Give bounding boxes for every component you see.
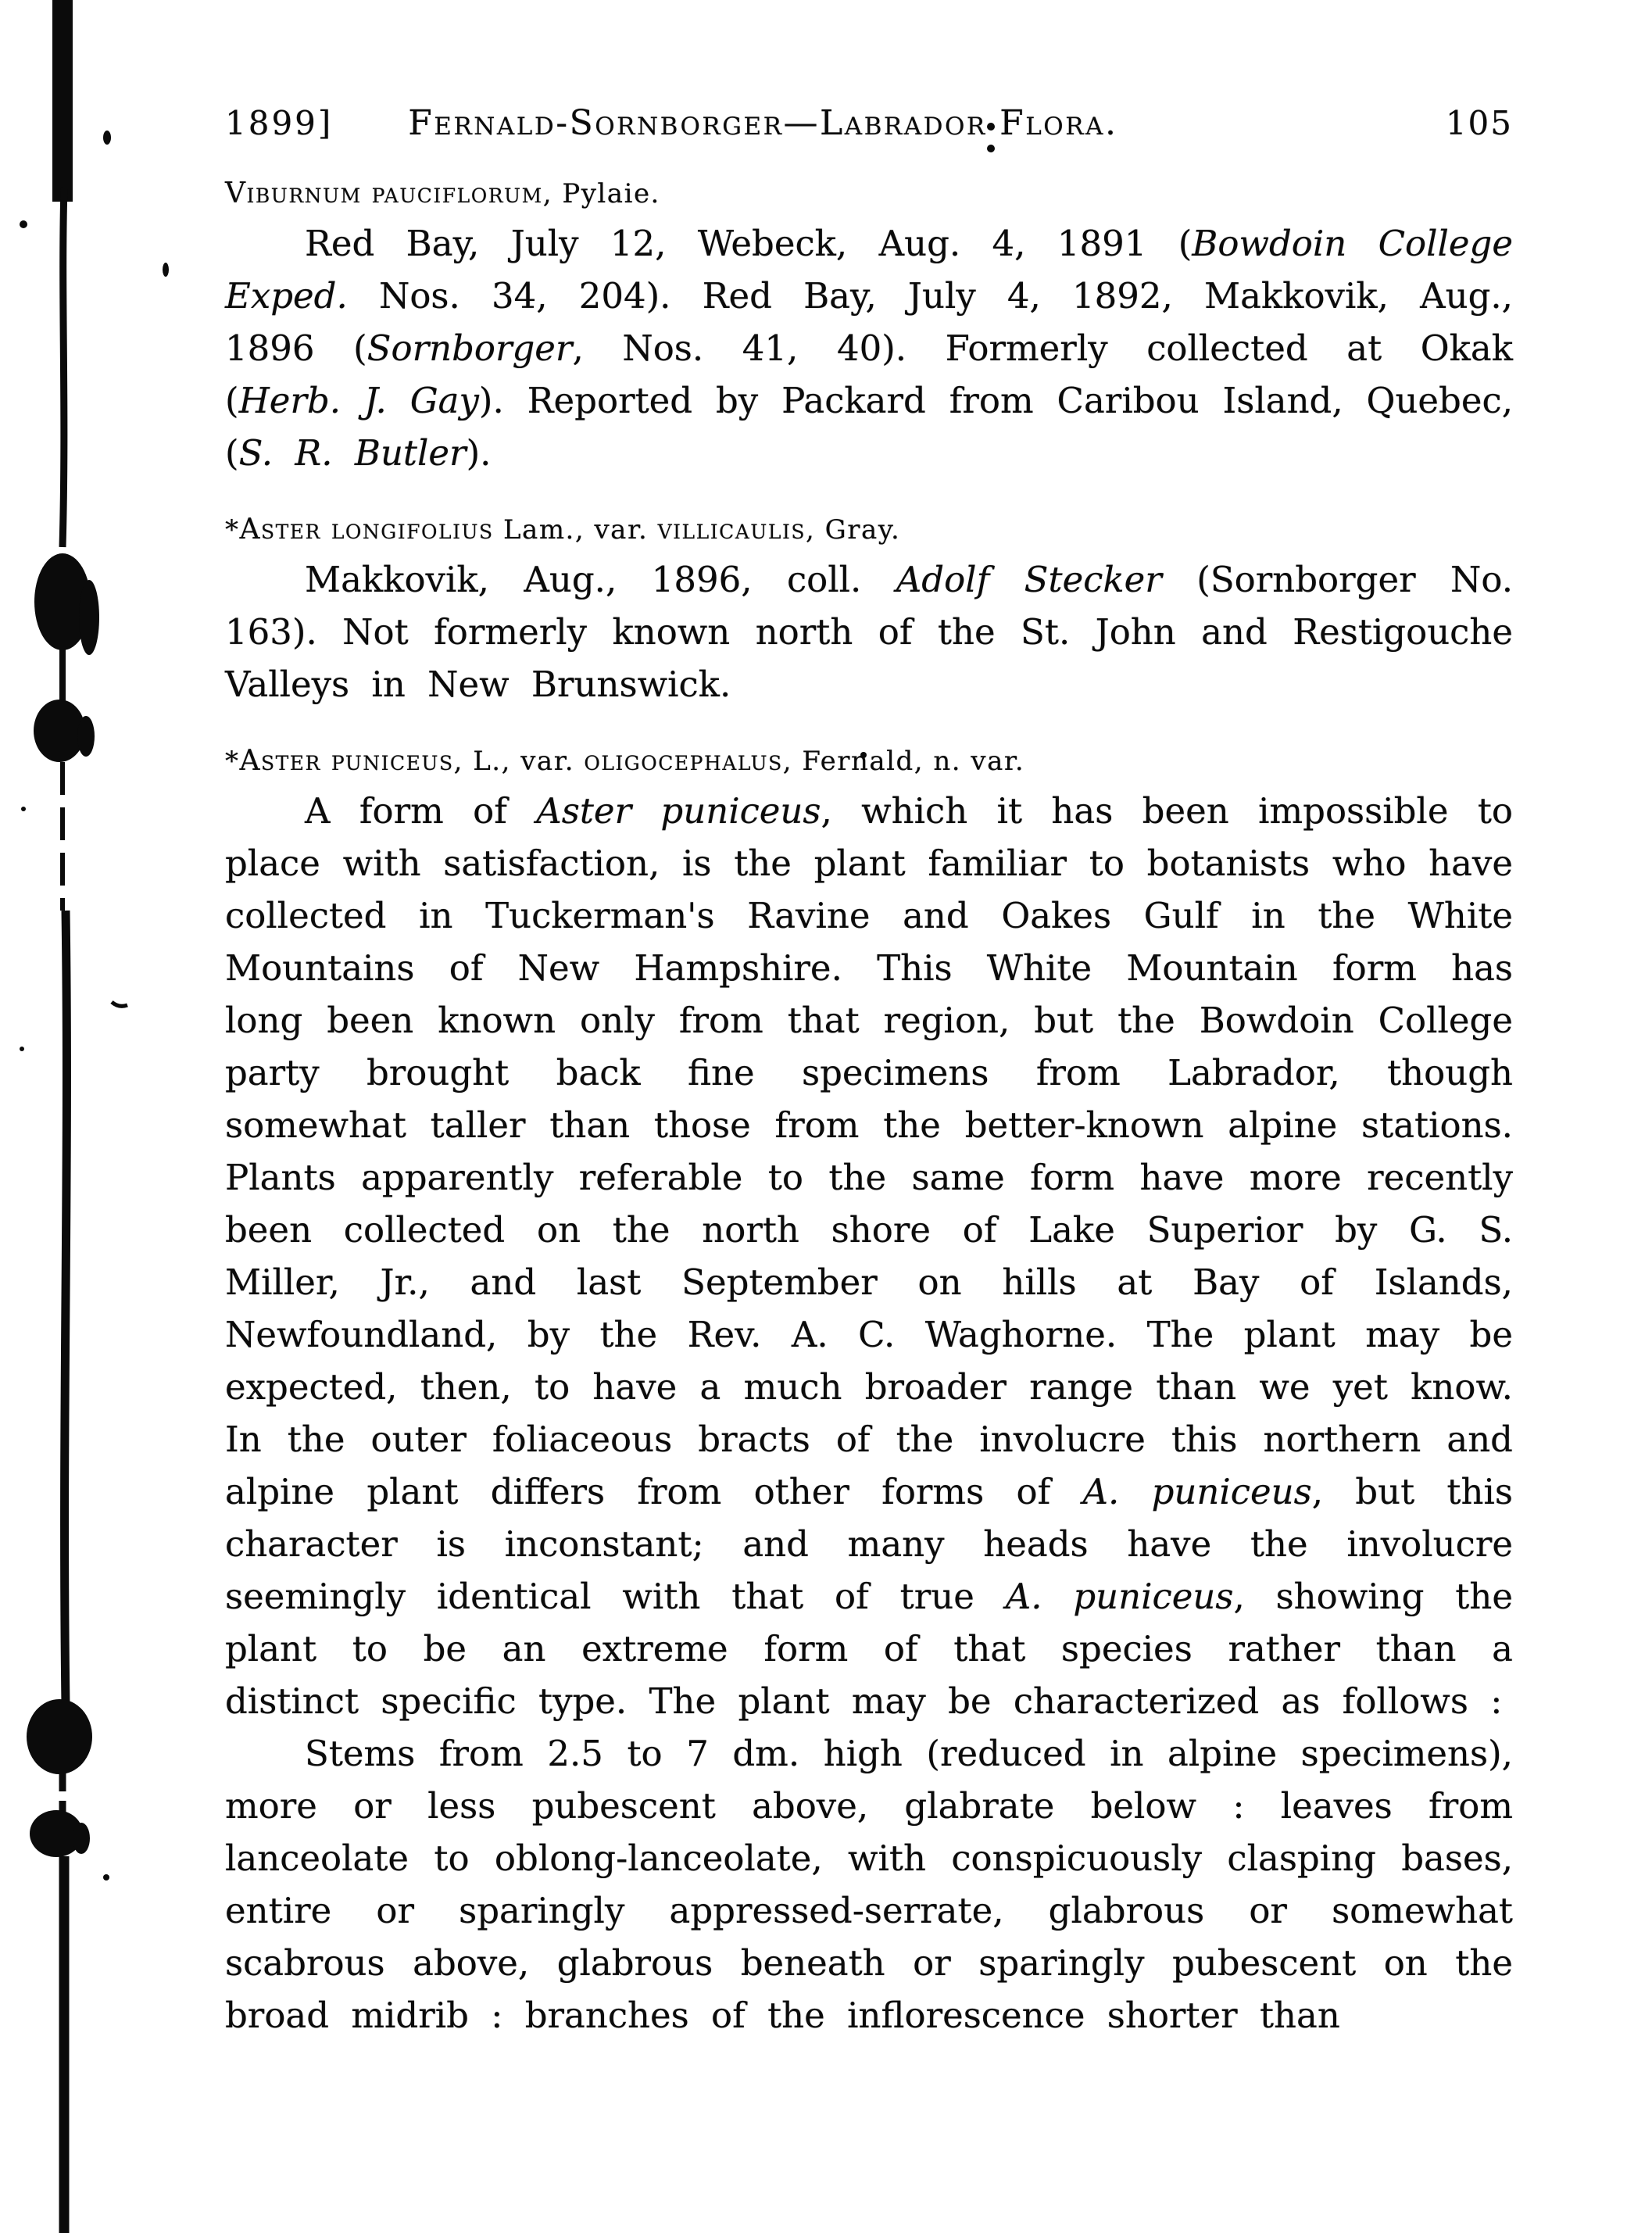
text-run: , Gray. [805, 514, 901, 546]
text-run: ). Reported by Packard from Caribou Island, Quebec, ( [225, 380, 1514, 474]
paragraph [225, 553, 1513, 710]
italic-citation: Sornborger [367, 327, 573, 369]
text-run: , but this character is inconstant; and many heads have the involucre seemingly identical with that of true [225, 1471, 1513, 1617]
page-title: Fernald-Sornborger—Labrador Flora. [408, 103, 1118, 143]
text-run: ). [466, 432, 492, 474]
text-run: , Pylaie. [542, 178, 660, 209]
text-run: , showing the plant to be an extreme form of that species rather than a distinct specific type. The plant may be characterized as follows : [225, 1576, 1513, 1722]
species-heading [225, 745, 1513, 777]
header-page-number: 105 [1445, 104, 1513, 142]
entries [225, 177, 1513, 2042]
italic-citation: S. R. Butler [238, 432, 467, 474]
text-run: (Sornborger No. 163). Not formerly known north of the St. John and Restigouche Valleys in New Brunswick. [225, 559, 1514, 705]
text-run: A form of [305, 790, 537, 832]
italic-citation: A. puniceus [1082, 1471, 1312, 1512]
paragraph [225, 217, 1513, 479]
text-run: Stems from 2.5 to 7 dm. high (reduced in alpine specimens), more or less pubescent above, glabrate below : leaves from lanceolate to oblong-lanceolate, with conspicuously clasping bases, entire or sparingly appressed-serrate, glabrous or somewhat scabrous above, glabrous beneath or sparingly pubescent on the broad midrib : branches of the inflorescence shorter than [225, 1733, 1513, 2036]
species-name: villicaulis [657, 514, 806, 546]
text-run: , Fernald, n. var. [782, 746, 1025, 777]
text-run: , Nos. 41, 40). Formerly collected at Okak ( [225, 327, 1513, 421]
text-run: Red Bay, July 12, Webeck, Aug. 4, 1891 ( [305, 223, 1193, 264]
italic-citation: Aster puniceus [536, 790, 821, 832]
text-run: * [225, 514, 240, 546]
text-run: , L., var. [453, 746, 585, 777]
species-heading [225, 177, 1513, 209]
text-run: * [225, 746, 240, 777]
italic-citation: A. puniceus [1005, 1576, 1234, 1617]
text-run: Makkovik, Aug., 1896, coll. [305, 559, 896, 600]
binding-strip-artifact [27, 0, 99, 2233]
italic-citation: Herb. J. Gay [238, 380, 479, 421]
italic-citation: Bowdoin College Exped. [225, 223, 1513, 317]
page-header [225, 103, 1513, 143]
text-run: Lam., var. [493, 514, 658, 546]
scanned-page [225, 0, 1513, 2042]
text-run: , which it has been impossible to place with satisfaction, is the plant familiar to botanists who have collected in Tuckerman's Ravine and Oakes Gulf in the White Mountains of New Hampshire. This White Mountain form has long been known only from that region, but the Bowdoin College party brought back fine specimens from Labrador, though somewhat taller than those from the better-known alpine stations. Plants apparently referable to the same form have more recently been collected on the north shore of Lake Superior by G. S. Miller, Jr., and last September on hills at Bay of Islands, Newfoundland, by the Rev. A. C. Waghorne. The plant may be expected, then, to have a much broader range than we yet know. In the outer foliaceous bracts of the involucre this northern and alpine plant differs from other forms of [225, 790, 1513, 1512]
paragraph [225, 785, 1513, 1727]
italic-citation: Adolf Stecker [896, 559, 1162, 600]
species-name: Aster longifolius [239, 514, 494, 546]
header-year: 1899] [225, 104, 334, 142]
species-name: Aster puniceus [239, 745, 454, 777]
paragraph [225, 1727, 1513, 2042]
species-heading [225, 514, 1513, 546]
species-name: Viburnum pauciflorum [225, 177, 543, 209]
text-run: Nos. 34, 204). Red Bay, July 4, 1892, Makkovik, Aug., 1896 ( [225, 275, 1513, 369]
species-name: oligocephalus [584, 745, 783, 777]
